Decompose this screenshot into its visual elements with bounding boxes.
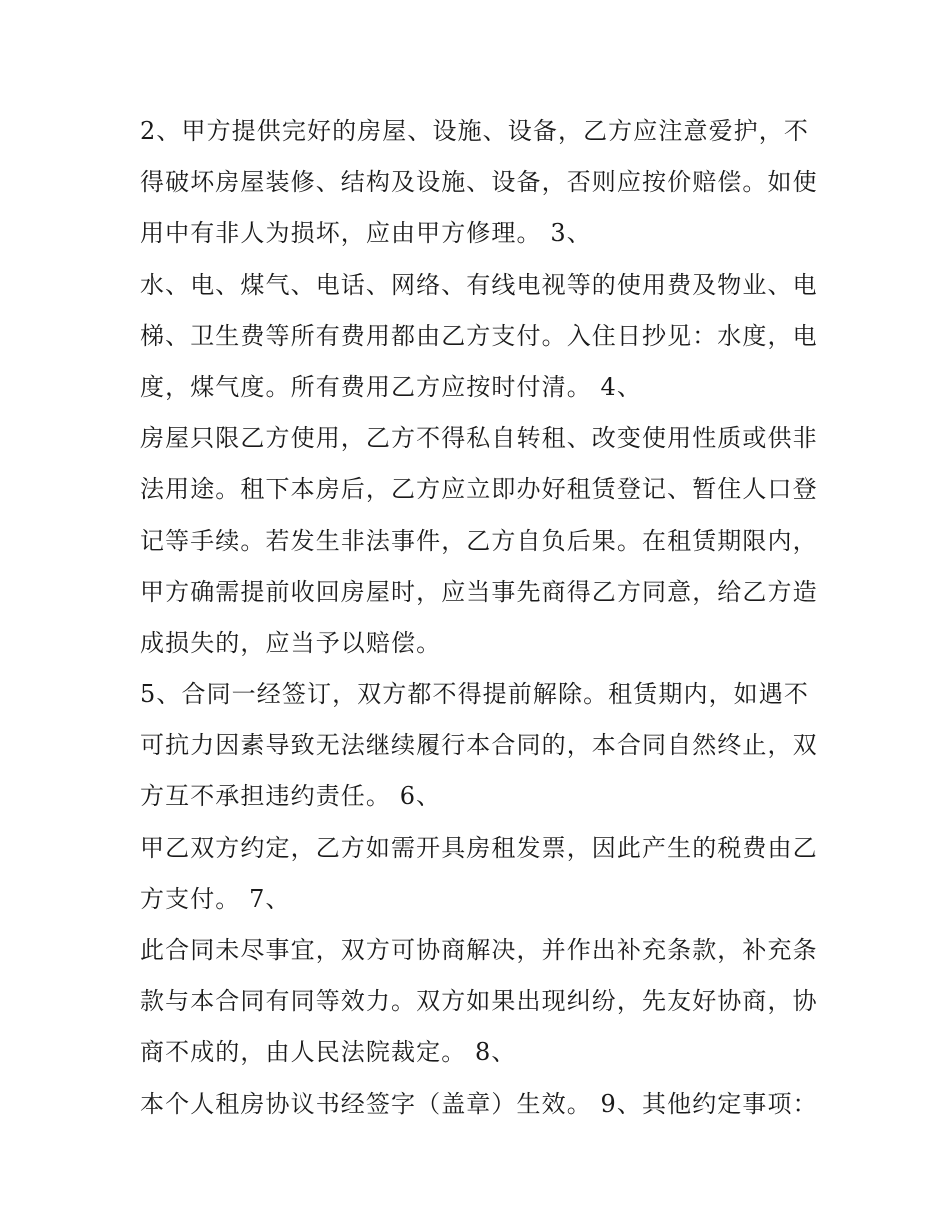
text-line: 用中有非人为损坏，应由甲方修理。 3、	[140, 219, 592, 248]
text-line: 记等手续。若发生非法事件，乙方自负后果。在租赁期限内，	[140, 526, 818, 555]
text-line: 房屋只限乙方使用，乙方不得私自转租、改变使用性质或供非	[140, 424, 818, 453]
contract-text-body	[140, 106, 820, 1130]
text-line: 梯、卫生费等所有费用都由乙方支付。入住日抄见：水度，电	[140, 321, 818, 350]
text-line: 得破坏房屋装修、结构及设施、设备，否则应按价赔偿。如使	[140, 168, 818, 197]
text-line: 水、电、煤气、电话、网络、有线电视等的使用费及物业、电	[140, 270, 818, 299]
text-line: 2、甲方提供完好的房屋、设施、设备，乙方应注意爱护，不	[140, 117, 809, 145]
text-line: 款与本合同有同等效力。双方如果出现纠纷，先友好协商，协	[140, 987, 818, 1016]
text-line: 可抗力因素导致无法继续履行本合同的，本合同自然终止，双	[140, 731, 818, 760]
text-line: 甲乙双方约定，乙方如需开具房租发票，因此产生的税费由乙	[140, 833, 818, 862]
text-line: 此合同未尽事宜，双方可协商解决，并作出补充条款，补充条	[140, 936, 818, 964]
text-line: 成损失的，应当予以赔偿。	[140, 628, 442, 657]
text-line: 本个人租房协议书经签字（盖章）生效。 9、其他约定事项：	[140, 1089, 818, 1118]
text-line: 度，煤气度。所有费用乙方应按时付清。 4、	[140, 372, 642, 401]
text-line: 方互不承担违约责任。 6、	[140, 782, 442, 811]
text-line: 甲方确需提前收回房屋时，应当事先商得乙方同意，给乙方造	[140, 577, 818, 606]
text-line: 5、合同一经签订，双方都不得提前解除。租赁期内，如遇不	[140, 680, 809, 709]
text-line: 法用途。租下本房后，乙方应立即办好租赁登记、暂住人口登	[140, 475, 818, 504]
text-line: 商不成的，由人民法院裁定。 8、	[140, 1038, 517, 1067]
text-line: 方支付。 7、	[140, 884, 291, 913]
